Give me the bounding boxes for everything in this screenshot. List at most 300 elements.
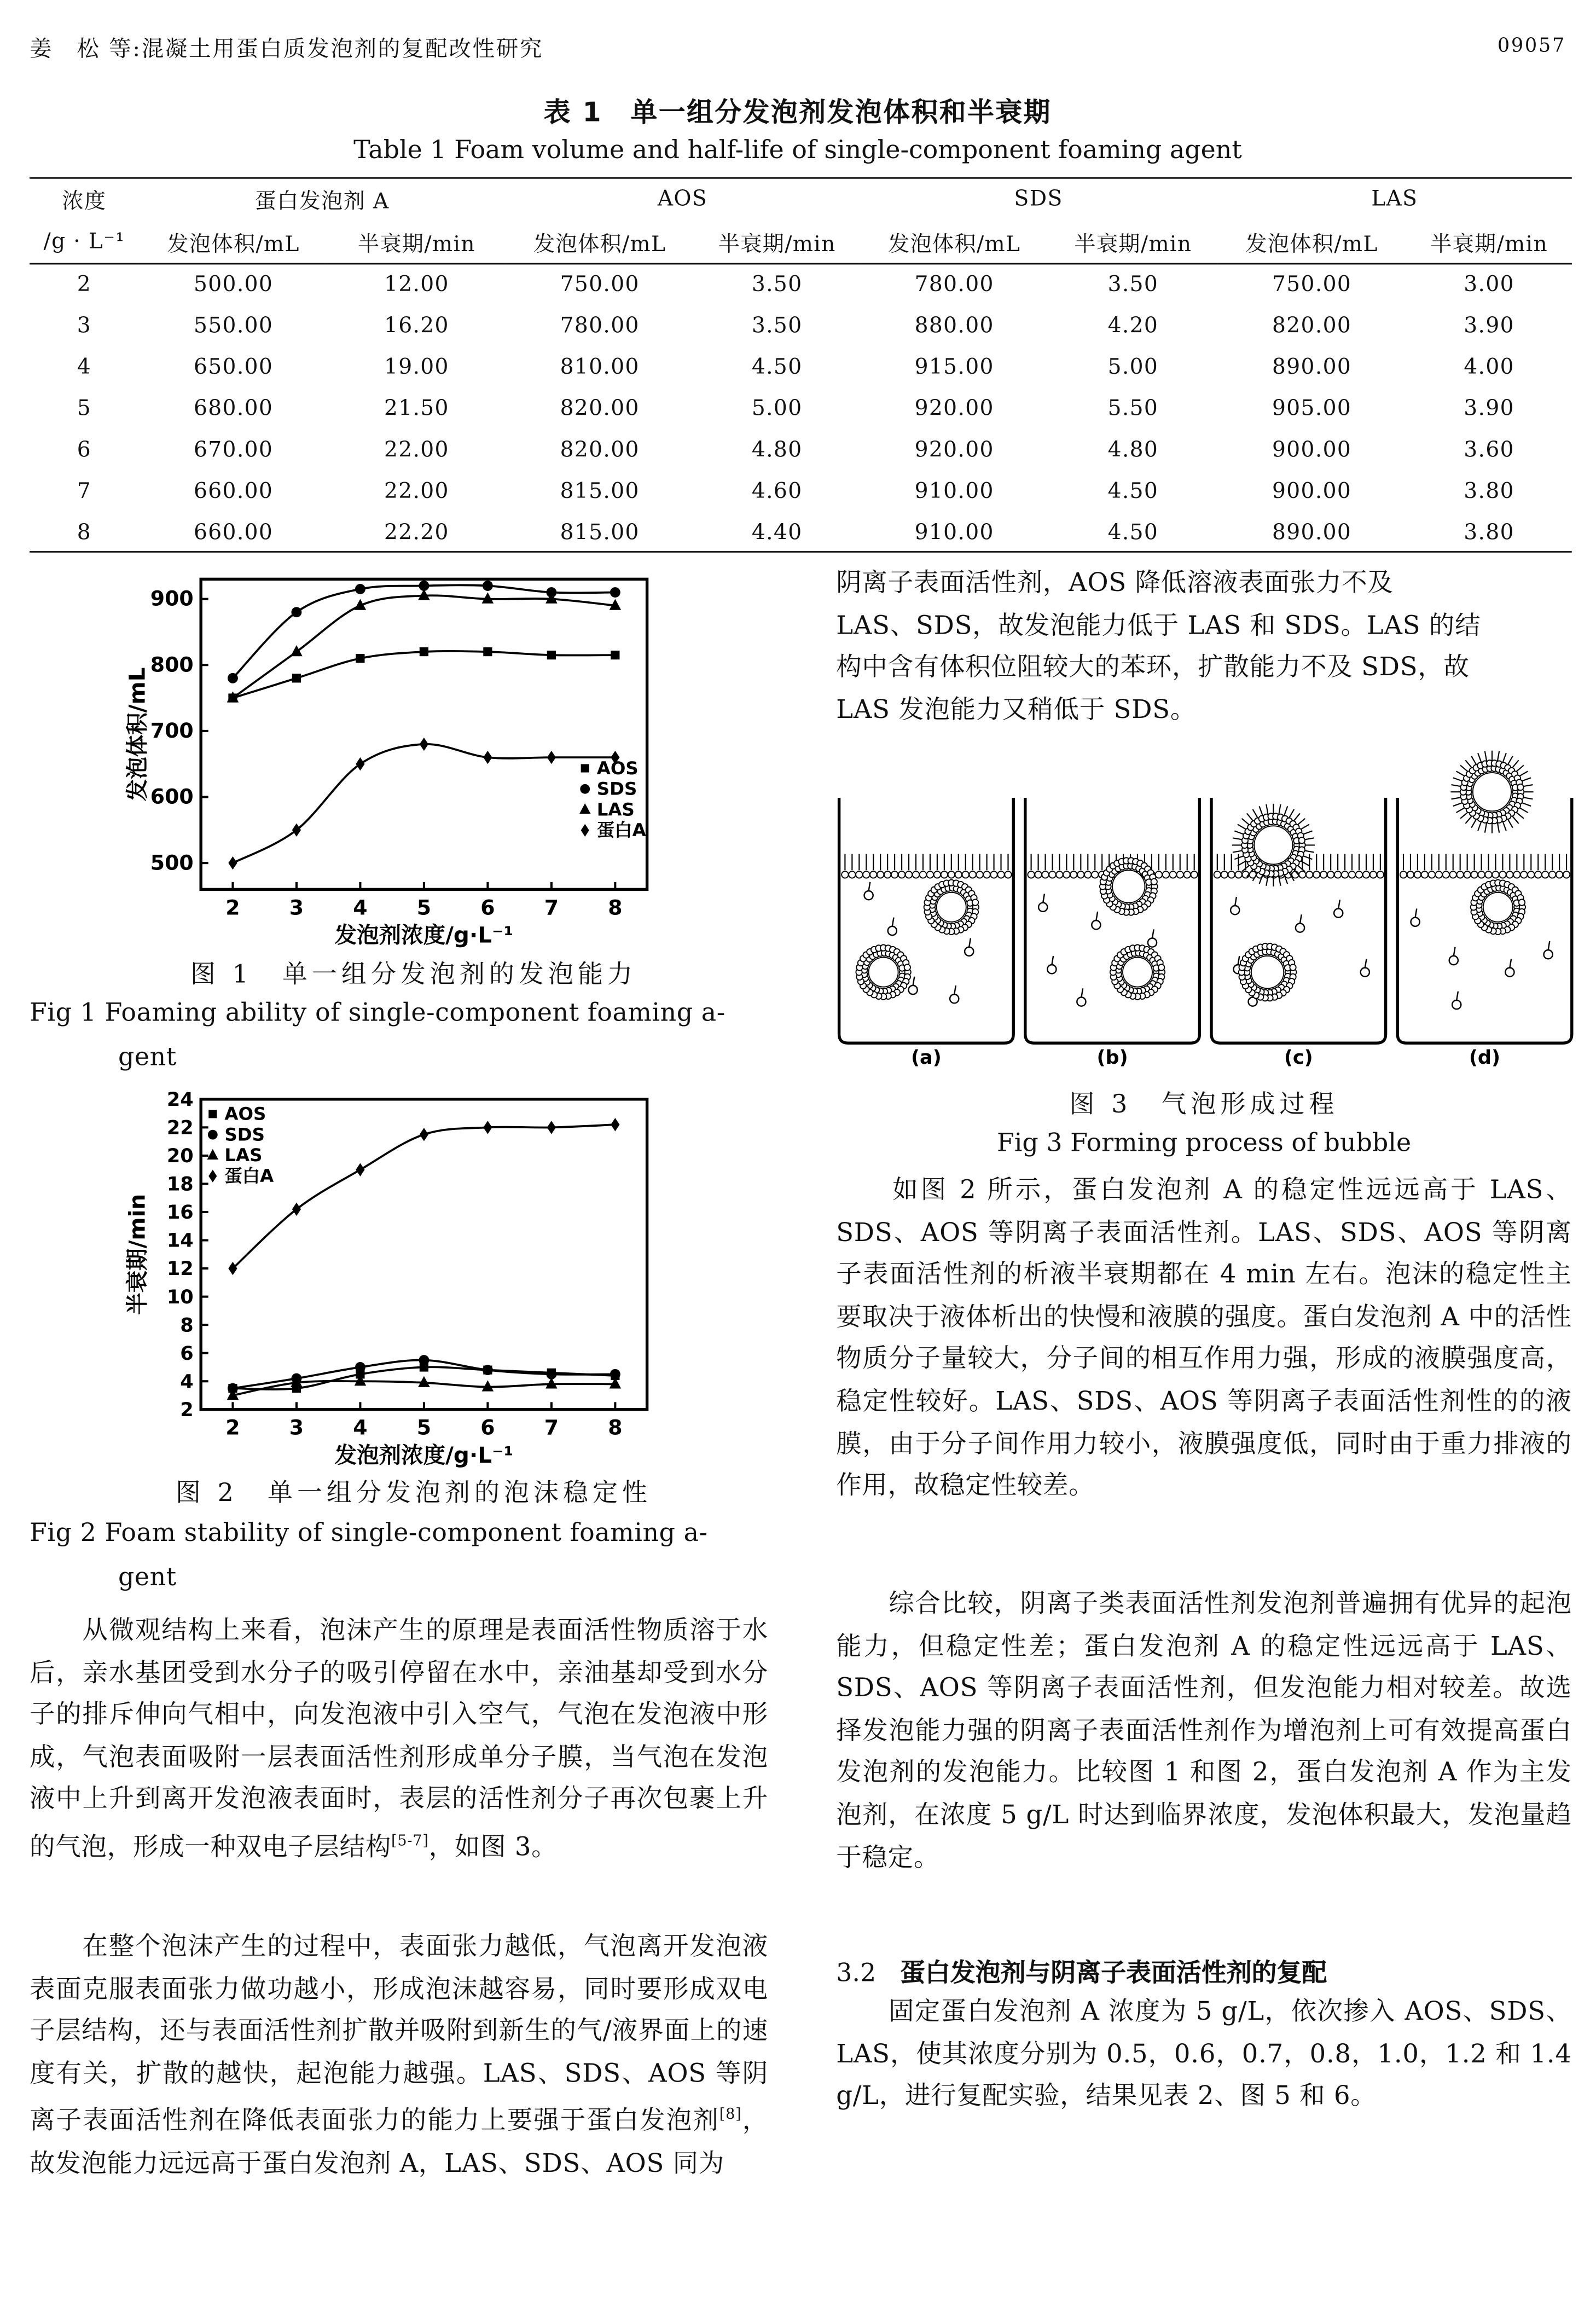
figure-3-caption-en: Fig 3 Forming process of bubble [996,1128,1412,1158]
x-tick-label: 4 [353,895,368,920]
figure-3-diagram [836,751,1575,1076]
surfactant-tail [1456,992,1458,1000]
col-header-halflife: 半衰期/min [1049,222,1217,264]
page-number: 09057 [1497,35,1566,58]
table-cell: 810.00 [560,356,640,380]
table-cell: 3.60 [1464,438,1514,463]
surfactant-head [1299,837,1305,843]
surfactant-molecule [1411,918,1420,926]
table-cell: 815.00 [560,480,640,504]
table-cell: 780.00 [560,315,640,339]
bubble-core [1123,958,1152,987]
col-header-volume: 发泡体积/mL [139,222,328,264]
interface-head [1370,871,1377,878]
y-tick-label: 24 [166,1088,194,1111]
marker-diamond [420,1128,428,1141]
figure-2-caption-cn: 图 2 单一组分发泡剂的泡沫稳定性 [175,1479,652,1509]
table-cell: 920.00 [914,438,994,463]
x-tick-label: 5 [416,895,432,920]
col-header-volume: 发泡体积/mL [860,222,1049,264]
surfactant-head [904,964,910,970]
table-cell: 780.00 [914,273,994,297]
table-cell: 5.50 [1107,397,1159,421]
table-cell: 4.80 [1107,438,1159,463]
table-cell: 910.00 [914,480,994,504]
table-row [30,389,1572,430]
surfactant-molecule [1047,965,1056,973]
interface-head [1306,871,1313,878]
table-cell: 3.80 [1464,521,1514,546]
table-cell: 7 [77,480,92,504]
beaker-panel [1211,798,1386,1069]
table-cell: 880.00 [914,315,994,339]
y-tick-label: 16 [166,1201,194,1224]
text-line: 阴离子表面活性剂，AOS 降低溶液表面张力不及 [836,569,1394,599]
table-cell: 8 [77,521,92,546]
surfactant-molecule [1092,920,1100,929]
x-tick-label: 4 [353,1415,368,1440]
y-axis-label: 发泡体积/mL [124,667,150,802]
interface-head [1070,871,1077,878]
marker-square [483,647,492,656]
table-cell: 3 [77,315,92,339]
interface-head [1005,871,1011,878]
surfactant-tail [1052,956,1053,965]
marker-diamond [292,824,301,837]
interface-head [1191,871,1197,878]
y-axis-label: 半衰期/min [124,1193,150,1315]
interface-head [1520,871,1527,878]
table-cell: 900.00 [1272,438,1352,463]
table-cell: 3.00 [1464,273,1514,297]
paragraph-text: ，如图 3。 [428,1833,558,1863]
y-tick-label: 10 [166,1285,194,1308]
interface-head [1035,871,1041,878]
table-cell: 905.00 [1272,397,1352,421]
figure-1-caption-en: Fig 1 Foaming ability of single-component foaming a- [30,999,726,1029]
beaker-panel [1025,798,1200,1069]
col-group-las: LAS [1371,187,1418,212]
interface-head [1049,871,1055,878]
col-header-halflife: 半衰期/min [1406,222,1571,264]
surfactant-molecule [1077,998,1086,1006]
y-tick-label: 12 [166,1257,194,1280]
x-axis-label: 发泡剂浓度/g·L⁻¹ [334,921,514,948]
text-line: LAS、SDS，故发泡能力低于 LAS 和 SDS。LAS 的结 [836,611,1481,641]
surfactant-tail [1548,941,1550,950]
interface-head [1221,871,1228,878]
interface-head [1084,871,1091,878]
interface-head [990,871,997,878]
y-tick-label: 500 [150,850,194,875]
table-row [30,306,1572,347]
col-group-protein: 蛋白发泡剂 A [254,189,390,214]
x-tick-label: 3 [289,895,304,920]
table-cell: 660.00 [194,521,274,546]
interface-head [1377,871,1384,878]
col-header-conc-unit: /g · L⁻¹ [30,222,139,264]
surfactant-molecule [965,947,973,956]
section-title: 蛋白发泡剂与阴离子表面活性剂的复配 [900,1959,1327,1989]
figure-2-caption-en-cont: gent [118,1563,177,1593]
interface-head [1492,871,1499,878]
citation-ref: [8] [719,2107,742,2124]
interface-head [913,871,919,878]
surfactant-tail [1235,897,1237,906]
table-cell: 2 [77,273,92,297]
table-cell: 5.00 [1107,356,1159,380]
table-title-en: Table 1 Foam volume and half-life of single-component foaming agent [353,136,1242,166]
bubble-core [869,958,898,987]
interface-head [863,871,869,878]
surfactant-tail [1338,900,1340,908]
x-tick-label: 7 [544,895,559,920]
y-tick-label: 8 [180,1314,194,1337]
table-cell: 3.50 [751,315,803,339]
x-tick-label: 7 [544,1415,559,1440]
table-cell: 750.00 [1272,273,1352,297]
interface-head [1363,871,1369,878]
y-tick-label: 700 [150,718,194,743]
table-cell: 920.00 [914,397,994,421]
table-cell: 3.90 [1464,315,1514,339]
marker-circle [580,784,590,794]
interface-head [1235,871,1241,878]
table-cell: 4.40 [751,521,803,546]
table-cell: 4.00 [1464,356,1514,380]
marker-diamond [228,1262,237,1275]
panel-label: (d) [1469,1046,1501,1069]
x-tick-label: 6 [480,1415,495,1440]
marker-circle [291,607,301,617]
figure-1-caption-cn: 图 1 单一组分发泡剂的发泡能力 [190,960,637,990]
surfactant-tail [1510,959,1511,967]
plot-frame [201,579,647,889]
surfactant-molecule [1231,906,1239,914]
marker-diamond [356,757,364,770]
table-cell: 5 [77,397,92,421]
table-cell: 12.00 [384,273,449,297]
marker-diamond [420,738,428,751]
surfactant-molecule [1361,968,1369,977]
interface-head [884,871,891,878]
surfactant-tail [1152,929,1154,938]
figure-3-caption-cn: 图 3 气泡形成过程 [1069,1090,1339,1120]
interface-head [997,871,1004,878]
interface-head [1450,871,1456,878]
interface-head [1400,871,1407,878]
y-tick-label: 18 [166,1173,194,1196]
x-tick-label: 8 [608,895,623,920]
surfactant-molecule [1334,909,1343,918]
bubble-core [937,892,966,922]
bubble-core [1483,892,1513,922]
interface-head [1042,871,1048,878]
legend-label: LAS [224,1145,263,1166]
interface-head [934,871,941,878]
interface-head [1429,871,1435,878]
interface-head [1170,871,1176,878]
table-cell: 5.00 [751,397,803,421]
interface-head [1356,871,1362,878]
figure-2-caption-en: Fig 2 Foam stability of single-component foaming a- [30,1518,708,1549]
legend-label: AOS [224,1103,266,1124]
marker-circle [208,1130,218,1140]
marker-circle [483,581,493,591]
series-line [233,744,615,863]
table-cell: 815.00 [560,521,640,546]
section-number: 3.2 [836,1959,877,1989]
interface-head [1228,871,1235,878]
marker-circle [355,584,365,594]
col-header-halflife: 半衰期/min [694,222,860,264]
surfactant-molecule [864,891,873,900]
panel-label: (a) [911,1046,942,1069]
table-cell: 3.80 [1464,480,1514,504]
interface-head [1313,871,1320,878]
interface-head [849,871,855,878]
table-row [30,264,1572,306]
marker-diamond [228,856,237,870]
table-row [30,430,1572,472]
table-cell: 3.90 [1464,397,1514,421]
table-cell: 670.00 [194,438,274,463]
marker-diamond [547,751,556,764]
marker-circle [228,673,238,683]
interface-head [927,871,933,878]
interface-head [1156,871,1162,878]
panel-label: (c) [1284,1046,1313,1069]
table-cell: 660.00 [194,480,274,504]
x-tick-label: 6 [480,895,495,920]
surfactant-tail [969,938,971,947]
series-line [233,651,615,698]
paragraph-text: 从微观结构上来看，泡沫产生的原理是表面活性物质溶于水后，亲水基团受到水分子的吸引停留在水中，亲油基却受到水分子的排斥伸向气相中，向发泡液中引入空气，气泡在发泡液中形成，气泡表面吸附一层表面活性剂形成单分子膜，当气泡在发泡液中上升到离开发泡液表面时，表层的活性剂分子再次包裹上升的气泡，形成一种双电子层结构 [30,1616,768,1863]
interface-head [1436,871,1442,878]
table-cell: 4 [77,356,92,380]
x-tick-label: 3 [289,1415,304,1440]
left-paragraph-2 [30,1927,768,2186]
marker-circle [419,1355,429,1365]
surfactant-molecule [1452,1000,1461,1009]
table-cell: 3.50 [751,273,803,297]
interface-head [1478,871,1484,878]
interface-head [906,871,912,878]
text-line: 构中含有体积位阻较大的苯环，扩散能力不及 SDS，故 [836,653,1470,683]
surfactant-tail [1043,894,1044,903]
y-tick-label: 2 [180,1398,194,1421]
text-line: LAS 发泡能力又稍低于 SDS。 [836,695,1197,726]
marker-diamond [547,1121,556,1134]
interface-head [1028,871,1034,878]
interface-head [1334,871,1341,878]
marker-square [208,1110,217,1118]
table-cell: 21.50 [384,397,449,421]
interface-head [891,871,898,878]
marker-diamond [356,1163,364,1176]
surfactant-molecule [1296,924,1304,932]
interface-head [1542,871,1548,878]
surfactant-molecule [888,926,897,935]
data-table [30,177,1572,554]
bubble-core [1473,773,1511,811]
table-cell: 900.00 [1272,480,1352,504]
interface-head [920,871,926,878]
x-tick-label: 8 [608,1415,623,1440]
table-cell: 4.20 [1107,315,1159,339]
interface-head [1299,871,1305,878]
marker-square [611,651,619,659]
surfactant-molecule [950,994,959,1003]
interface-head [1414,871,1421,878]
interface-head [1506,871,1513,878]
surfactant-molecule [1505,968,1514,977]
bubble-core [1112,870,1145,902]
interface-head [1421,871,1428,878]
marker-square [581,764,589,772]
table-body [30,264,1572,554]
table-cell: 910.00 [914,521,994,546]
interface-head [1443,871,1449,878]
interface-head [1485,871,1491,878]
col-group-sds: SDS [1014,187,1063,212]
left-paragraph-1 [30,1610,768,1869]
table-row [30,513,1572,554]
table-cell: 820.00 [1272,315,1352,339]
interface-head [898,871,905,878]
y-tick-label: 800 [150,652,194,677]
marker-circle [355,1362,365,1372]
x-tick-label: 2 [225,895,240,920]
figure-1-caption-en-cont: gent [118,1043,177,1073]
paragraph-text: 在整个泡沫产生的过程中，表面张力越低，气泡离开发泡液表面克服表面张力做功越小，形成泡沫越容易，同时要形成双电子层结构，还与表面活性剂扩散并吸附到新生的气/液界面上的速度有关，扩散的越快，起泡能力越强。LAS、SDS、AOS 等阴离子表面活性剂在降低表面张力的能力上要强于蛋白发泡剂 [30,1932,768,2137]
table-cell: 890.00 [1272,521,1352,546]
interface-head [870,871,877,878]
marker-square [292,674,301,682]
marker-square [420,647,428,656]
citation-ref: [5-7] [391,1833,429,1850]
interface-head [1077,871,1084,878]
marker-square [547,651,556,659]
surfactant-tail [1300,914,1302,923]
interface-head [1327,871,1334,878]
interface-head [1163,871,1169,878]
beaker-outline [839,798,1014,1043]
marker-diamond [581,824,589,837]
table-cell: 4.80 [751,438,803,463]
interface-head [1456,871,1463,878]
col-header-volume: 发泡体积/mL [505,222,694,264]
panel-label: (b) [1096,1046,1128,1069]
marker-diamond [292,1203,301,1216]
table-cell: 4.60 [751,480,803,504]
interface-head [1563,871,1570,878]
col-header-volume: 发泡体积/mL [1217,222,1407,264]
x-tick-label: 5 [416,1415,432,1440]
table-cell: 22.00 [384,480,449,504]
col-header-halflife: 半衰期/min [328,222,505,264]
surfactant-head [1517,784,1523,790]
figure-2-chart [112,1085,674,1471]
right-paragraph-2: 综合比较，阴离子类表面活性剂发泡剂普遍拥有优异的起泡能力，但稳定性差；蛋白发泡剂 A 的稳定性远远高于 LAS、SDS、AOS 等阴离子表面活性剂，但发泡能力相对较差。故选择发泡能力强的阴离子表面活性剂作为增泡剂上可有效提高蛋白发泡剂的发泡能力。比较图 1 和图 2，蛋白发泡剂 A 作为主发泡剂，在浓度 5 g/L 时达到临界浓度，发泡体积最大，发泡量趋于稳定。 [836,1590,1572,1873]
right-paragraph-1: 如图 2 所示，蛋白发泡剂 A 的稳定性远远高于 LAS、SDS、AOS 等阴离子表面活性剂。LAS、SDS、AOS 等阴离子表面活性剂的析液半衰期都在 4 min 左右。泡沫的稳定性主要取决于液体析出的快慢和液膜的强度。蛋白发泡剂 A 中的活性物质分子量较大，分子间的相互作用力强，形成的液膜强度高，稳定性较好。LAS、SDS、AOS 等阴离子表面活性剂性的的液膜，由于分子间作用力较小，液膜强度低，同时由于重力排液的作用，故稳定性较差。 [836,1176,1572,1502]
marker-square [356,654,364,663]
surfactant-molecule [1038,903,1047,912]
surfactant-head [1519,899,1525,905]
y-tick-label: 600 [150,784,194,809]
surfactant-molecule [1148,938,1157,947]
marker-triangle [579,803,591,814]
interface-head [1471,871,1477,878]
table-cell: 16.20 [384,315,449,339]
interface-head [1184,871,1191,878]
table-cell: 22.00 [384,438,449,463]
y-tick-label: 4 [180,1370,194,1393]
interface-head [1063,871,1070,878]
col-header-conc: 浓度 [62,189,107,214]
interface-head [1177,871,1183,878]
series-line [233,1124,615,1268]
table-cell: 820.00 [560,397,640,421]
table-cell: 3.50 [1107,273,1159,297]
surfactant-molecule [1544,950,1553,959]
y-tick-label: 14 [166,1229,194,1252]
interface-head [1342,871,1348,878]
surfactant-tail [954,986,956,994]
marker-diamond [611,1118,619,1131]
beaker-outline [1025,798,1200,1043]
interface-head [1535,871,1541,878]
legend-label: SDS [224,1124,265,1145]
table-cell: 500.00 [194,273,274,297]
figure-1-chart [112,564,674,951]
surfactant-head [1158,964,1164,970]
interface-head [856,871,862,878]
legend-label: LAS [596,799,635,820]
marker-circle [483,1365,493,1375]
marker-diamond [483,1121,492,1134]
interface-head [1556,871,1563,878]
interface-head [1056,871,1063,878]
table-cell: 890.00 [1272,356,1352,380]
bubble-core [1254,826,1292,864]
marker-circle [610,587,620,598]
interface-head [877,871,884,878]
interface-head [1464,871,1470,878]
surfactant-tail [1365,959,1367,967]
table-cell: 550.00 [194,315,274,339]
surfactant-head [972,899,978,905]
table-cell: 22.20 [384,521,449,546]
surfactant-tail [1081,988,1083,997]
interface-head [1407,871,1414,878]
surfactant-head [1290,964,1296,970]
interface-head [941,871,948,878]
marker-diamond [483,751,492,764]
surfactant-tail [869,882,870,891]
table-cell: 750.00 [560,273,640,297]
legend-label: AOS [596,757,639,779]
table-cell: 6 [77,438,92,463]
table-cell: 680.00 [194,397,274,421]
interface-head [841,871,848,878]
x-axis-label: 发泡剂浓度/g·L⁻¹ [334,1442,514,1469]
legend-label: SDS [596,778,637,799]
marker-diamond [208,1170,217,1183]
interface-head [1214,871,1221,878]
interface-head [1528,871,1534,878]
interface-head [1499,871,1506,878]
